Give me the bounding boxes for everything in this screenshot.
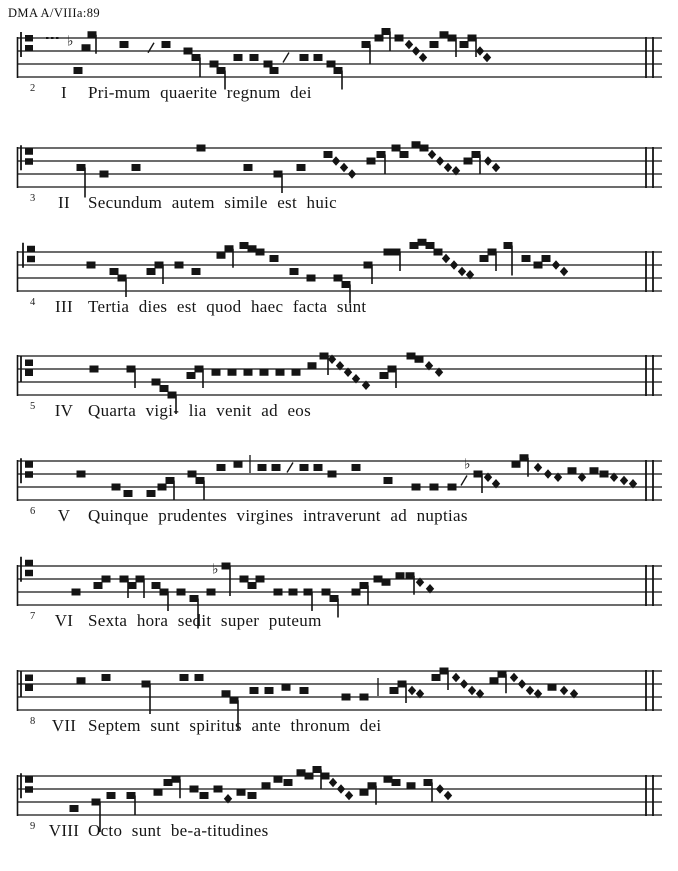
neume-punctum (432, 674, 441, 681)
verse-lyric: Quinque prudentes virgines intraverunt ad nuptias (88, 506, 468, 525)
catalog-number: DMA A/VIIIa:89 (8, 6, 101, 20)
neume-punctum (334, 275, 343, 282)
neume-punctum (434, 249, 443, 256)
neume-punctum (265, 687, 274, 694)
neume-punctum (118, 275, 127, 282)
c-clef (27, 256, 35, 263)
neume-punctum (155, 262, 164, 269)
neume-diamond (460, 679, 468, 689)
neume-diamond (436, 156, 444, 166)
c-clef (25, 158, 33, 165)
neume-punctum (368, 782, 377, 789)
neume-punctum (375, 35, 384, 42)
neume-punctum (192, 54, 201, 61)
neume-punctum (248, 582, 257, 589)
neume-punctum (127, 792, 136, 799)
neume-punctum (448, 35, 457, 42)
verse-footnote-number: 5 (30, 401, 36, 412)
neume-punctum (88, 31, 97, 38)
neume-punctum (412, 484, 421, 491)
neume-punctum (270, 255, 279, 262)
neume-diamond (476, 46, 484, 56)
verse-lyric: Pri-mum quaerite regnum dei (88, 83, 312, 102)
neume-punctum (548, 684, 557, 691)
neume-punctum (128, 582, 137, 589)
c-clef (25, 360, 33, 367)
neume-punctum (498, 671, 507, 678)
neume-punctum (188, 471, 197, 478)
verse-lyric: Octo sunt be-a-titudines (88, 821, 269, 840)
neume-punctum (360, 582, 369, 589)
neume-punctum (382, 28, 391, 35)
neume-punctum (124, 490, 133, 497)
neume-punctum (512, 461, 521, 468)
verse-caption-1 (16, 83, 312, 103)
verse-lyric: Tertia dies est quod haec facta sunt (88, 297, 367, 316)
neume-punctum (240, 242, 249, 249)
neume-punctum (87, 262, 96, 269)
neume-diamond (552, 260, 560, 270)
neume-punctum (415, 356, 424, 363)
verse-caption-8 (16, 821, 269, 841)
neume-punctum (430, 484, 439, 491)
neume-punctum (162, 41, 171, 48)
neume-punctum (480, 255, 489, 262)
neume-diamond (337, 784, 345, 794)
verse-footnote-number: 8 (30, 716, 36, 727)
neume-punctum (300, 464, 309, 471)
neume-diamond (452, 673, 460, 683)
neume-punctum (196, 477, 205, 484)
neume-punctum (152, 379, 161, 386)
neume-diamond (412, 46, 420, 56)
neume-punctum (112, 484, 121, 491)
neume-punctum (166, 477, 175, 484)
neume-punctum (160, 385, 169, 392)
neume-diamond (560, 686, 568, 696)
neume-punctum (158, 484, 167, 491)
neume-punctum (367, 158, 376, 165)
neume-diamond (526, 686, 534, 696)
c-clef (25, 35, 33, 42)
c-clef (25, 471, 33, 478)
neume-punctum (248, 245, 257, 252)
neume-diamond (483, 53, 491, 63)
neume-punctum (374, 576, 383, 583)
neume-punctum (225, 245, 234, 252)
neume-punctum (364, 262, 373, 269)
verse-roman-numeral: IV (54, 401, 74, 420)
neume-punctum (590, 467, 599, 474)
neume-punctum (195, 366, 204, 373)
verse-lyric: Sexta hora sedit super puteum (88, 611, 322, 630)
neume-punctum (180, 674, 189, 681)
neume-punctum (228, 369, 237, 376)
neume-punctum (272, 464, 281, 471)
neume-punctum (334, 67, 343, 74)
neume-punctum (262, 782, 271, 789)
neume-punctum (342, 694, 351, 701)
neume-punctum (534, 262, 543, 269)
neume-punctum (142, 681, 151, 688)
neume-diamond (518, 679, 526, 689)
neume-punctum (464, 158, 473, 165)
neume-punctum (307, 275, 316, 282)
neume-punctum (70, 805, 79, 812)
neume-punctum (352, 589, 361, 596)
neume-punctum (154, 789, 163, 796)
neume-punctum (264, 61, 273, 68)
neume-punctum (127, 366, 136, 373)
neume-diamond (534, 463, 542, 473)
verse-lyric: Septem sunt spiritus ante thronum dei (88, 716, 382, 735)
neume-punctum (274, 171, 283, 178)
neume-punctum (152, 582, 161, 589)
neume-punctum (250, 687, 259, 694)
neume-punctum (192, 268, 201, 275)
verse-footnote-number: 6 (30, 506, 36, 517)
neume-punctum (324, 151, 333, 158)
neume-diamond (484, 156, 492, 166)
neume-punctum (468, 35, 477, 42)
neume-diamond (560, 267, 568, 277)
neume-punctum (187, 372, 196, 379)
neume-diamond (329, 778, 337, 788)
c-clef (25, 685, 33, 692)
neume-punctum (190, 595, 199, 602)
neume-punctum (328, 471, 337, 478)
neume-diamond (444, 163, 452, 173)
c-clef (25, 560, 33, 567)
neume-punctum (384, 249, 393, 256)
neume-punctum (214, 786, 223, 793)
neume-diamond (345, 791, 353, 801)
neume-punctum (420, 145, 429, 152)
verse-footnote-number: 2 (30, 83, 36, 94)
neume-punctum (400, 151, 409, 158)
neume-punctum (313, 766, 322, 773)
neume-punctum (136, 576, 145, 583)
neume-punctum (290, 268, 299, 275)
neume-punctum (72, 589, 81, 596)
neume-punctum (380, 372, 389, 379)
neume-punctum (289, 589, 298, 596)
neume-diamond (408, 686, 416, 696)
neume-punctum (392, 249, 401, 256)
neume-punctum (230, 697, 239, 704)
neume-punctum (190, 786, 199, 793)
c-clef (25, 570, 33, 577)
neume-punctum (234, 461, 243, 468)
neume-punctum (168, 392, 177, 399)
neume-punctum (244, 164, 253, 171)
neume-punctum (207, 589, 216, 596)
c-clef (25, 45, 33, 52)
neume-punctum (314, 464, 323, 471)
verse-lyric: Secundum autem simile est huic (88, 193, 338, 212)
neume-punctum (160, 589, 169, 596)
neume-punctum (360, 789, 369, 796)
dotted-line (56, 37, 59, 39)
neume-punctum (132, 164, 141, 171)
neume-punctum (212, 369, 221, 376)
neume-punctum (321, 773, 330, 780)
neume-punctum (77, 164, 86, 171)
neume-punctum (74, 67, 83, 74)
neume-punctum (77, 471, 86, 478)
neume-punctum (426, 242, 435, 249)
neume-punctum (248, 792, 257, 799)
neume-punctum (424, 779, 433, 786)
neume-punctum (270, 67, 279, 74)
neume-punctum (77, 677, 86, 684)
verse-roman-numeral: VII (51, 716, 77, 735)
neume-punctum (520, 454, 529, 461)
neume-punctum (440, 668, 449, 675)
neume-punctum (147, 490, 156, 497)
neume-punctum (390, 687, 399, 694)
neume-punctum (210, 61, 219, 68)
neume-punctum (217, 252, 226, 259)
neume-punctum (284, 779, 293, 786)
flat-sign: ♭ (212, 561, 219, 578)
neume-punctum (320, 353, 329, 360)
neume-punctum (407, 353, 416, 360)
neume-diamond (450, 260, 458, 270)
neume-punctum (107, 792, 116, 799)
neume-punctum (398, 681, 407, 688)
neume-punctum (222, 690, 231, 697)
c-clef (25, 776, 33, 783)
neume-punctum (90, 366, 99, 373)
neume-punctum (360, 694, 369, 701)
flat-sign: ♭ (464, 456, 471, 473)
neume-diamond (544, 469, 552, 479)
neume-punctum (342, 281, 351, 288)
neume-punctum (440, 31, 449, 38)
neume-punctum (396, 572, 405, 579)
neume-punctum (352, 464, 361, 471)
neume-diamond (510, 673, 518, 683)
neume-punctum (395, 35, 404, 42)
neume-punctum (314, 54, 323, 61)
neume-punctum (297, 164, 306, 171)
neume-punctum (82, 44, 91, 51)
c-clef (25, 148, 33, 155)
neume-diamond (405, 40, 413, 50)
neume-punctum (237, 789, 246, 796)
neume-punctum (256, 576, 265, 583)
verse-roman-numeral: II (58, 193, 70, 212)
neume-punctum (410, 242, 419, 249)
neume-punctum (388, 366, 397, 373)
neume-punctum (568, 467, 577, 474)
staff-8 (16, 731, 664, 871)
neume-punctum (412, 141, 421, 148)
neume-punctum (195, 674, 204, 681)
neume-punctum (297, 769, 306, 776)
dotted-line (51, 37, 54, 39)
neume-punctum (327, 61, 336, 68)
neume-punctum (164, 779, 173, 786)
tick-mark (283, 53, 289, 63)
neume-punctum (392, 145, 401, 152)
verse-roman-numeral: V (57, 506, 71, 525)
neume-diamond (340, 163, 348, 173)
verse-lyric: Quarta vigi- lia venit ad eos (88, 401, 311, 420)
c-clef (25, 370, 33, 377)
tick-mark (461, 476, 467, 486)
neume-punctum (448, 484, 457, 491)
music-system-8 (16, 731, 676, 871)
c-clef (25, 675, 33, 682)
c-clef (25, 461, 33, 468)
verse-footnote-number: 7 (30, 611, 36, 622)
neume-punctum (274, 589, 283, 596)
neume-punctum (406, 572, 415, 579)
neume-punctum (330, 595, 339, 602)
neume-punctum (240, 576, 249, 583)
neume-diamond (436, 784, 444, 794)
neume-punctum (217, 464, 226, 471)
neume-diamond (428, 150, 436, 160)
neume-punctum (322, 589, 331, 596)
neume-punctum (276, 369, 285, 376)
neume-punctum (197, 145, 206, 152)
neume-punctum (384, 477, 393, 484)
neume-punctum (460, 41, 469, 48)
verse-footnote-number: 3 (30, 193, 36, 204)
neume-punctum (274, 776, 283, 783)
neume-punctum (175, 262, 184, 269)
neume-punctum (222, 563, 231, 570)
neume-punctum (256, 249, 265, 256)
neume-diamond (468, 686, 476, 696)
verse-footnote-number: 4 (30, 297, 36, 308)
neume-punctum (258, 464, 267, 471)
neume-punctum (234, 54, 243, 61)
neume-punctum (490, 677, 499, 684)
neume-punctum (92, 799, 101, 806)
neume-punctum (472, 151, 481, 158)
neume-punctum (110, 268, 119, 275)
neume-diamond (332, 156, 340, 166)
neume-punctum (362, 41, 371, 48)
neume-punctum (522, 255, 531, 262)
neume-punctum (94, 582, 103, 589)
neume-punctum (504, 242, 513, 249)
neume-punctum (292, 369, 301, 376)
flat-sign: ♭ (67, 33, 74, 50)
verse-roman-numeral: VI (54, 611, 74, 630)
neume-punctum (200, 792, 209, 799)
neume-punctum (102, 674, 111, 681)
neume-diamond (458, 267, 466, 277)
neume-punctum (384, 776, 393, 783)
verse-footnote-number: 9 (30, 821, 36, 832)
neume-diamond (620, 476, 628, 486)
neume-punctum (430, 41, 439, 48)
neume-diamond (492, 163, 500, 173)
neume-punctum (250, 54, 259, 61)
neume-punctum (120, 41, 129, 48)
verse-roman-numeral: III (55, 297, 73, 316)
neume-punctum (600, 471, 609, 478)
tick-mark (287, 463, 293, 473)
verse-roman-numeral: I (61, 83, 67, 102)
neume-punctum (217, 67, 226, 74)
neume-punctum (407, 782, 416, 789)
neume-punctum (300, 687, 309, 694)
neume-diamond (442, 254, 450, 264)
neume-punctum (542, 255, 551, 262)
neume-punctum (300, 54, 309, 61)
neume-punctum (474, 471, 483, 478)
neume-punctum (260, 369, 269, 376)
neume-punctum (305, 773, 314, 780)
verse-roman-numeral: VIII (48, 821, 80, 840)
neume-diamond (419, 53, 427, 63)
neume-punctum (392, 779, 401, 786)
dotted-line (46, 37, 49, 39)
neume-punctum (102, 576, 111, 583)
c-clef (27, 246, 35, 253)
neume-punctum (304, 589, 313, 596)
neume-punctum (147, 268, 156, 275)
neume-punctum (282, 684, 291, 691)
neume-punctum (120, 576, 129, 583)
neume-punctum (488, 249, 497, 256)
neume-punctum (177, 589, 186, 596)
neume-punctum (308, 362, 317, 369)
neume-punctum (418, 239, 427, 246)
c-clef (25, 786, 33, 793)
neume-punctum (184, 48, 193, 55)
neume-punctum (100, 171, 109, 178)
neume-punctum (244, 369, 253, 376)
neume-diamond (348, 169, 356, 179)
neume-punctum (172, 776, 181, 783)
neume-punctum (377, 151, 386, 158)
neume-punctum (382, 579, 391, 586)
neume-diamond (444, 791, 452, 801)
